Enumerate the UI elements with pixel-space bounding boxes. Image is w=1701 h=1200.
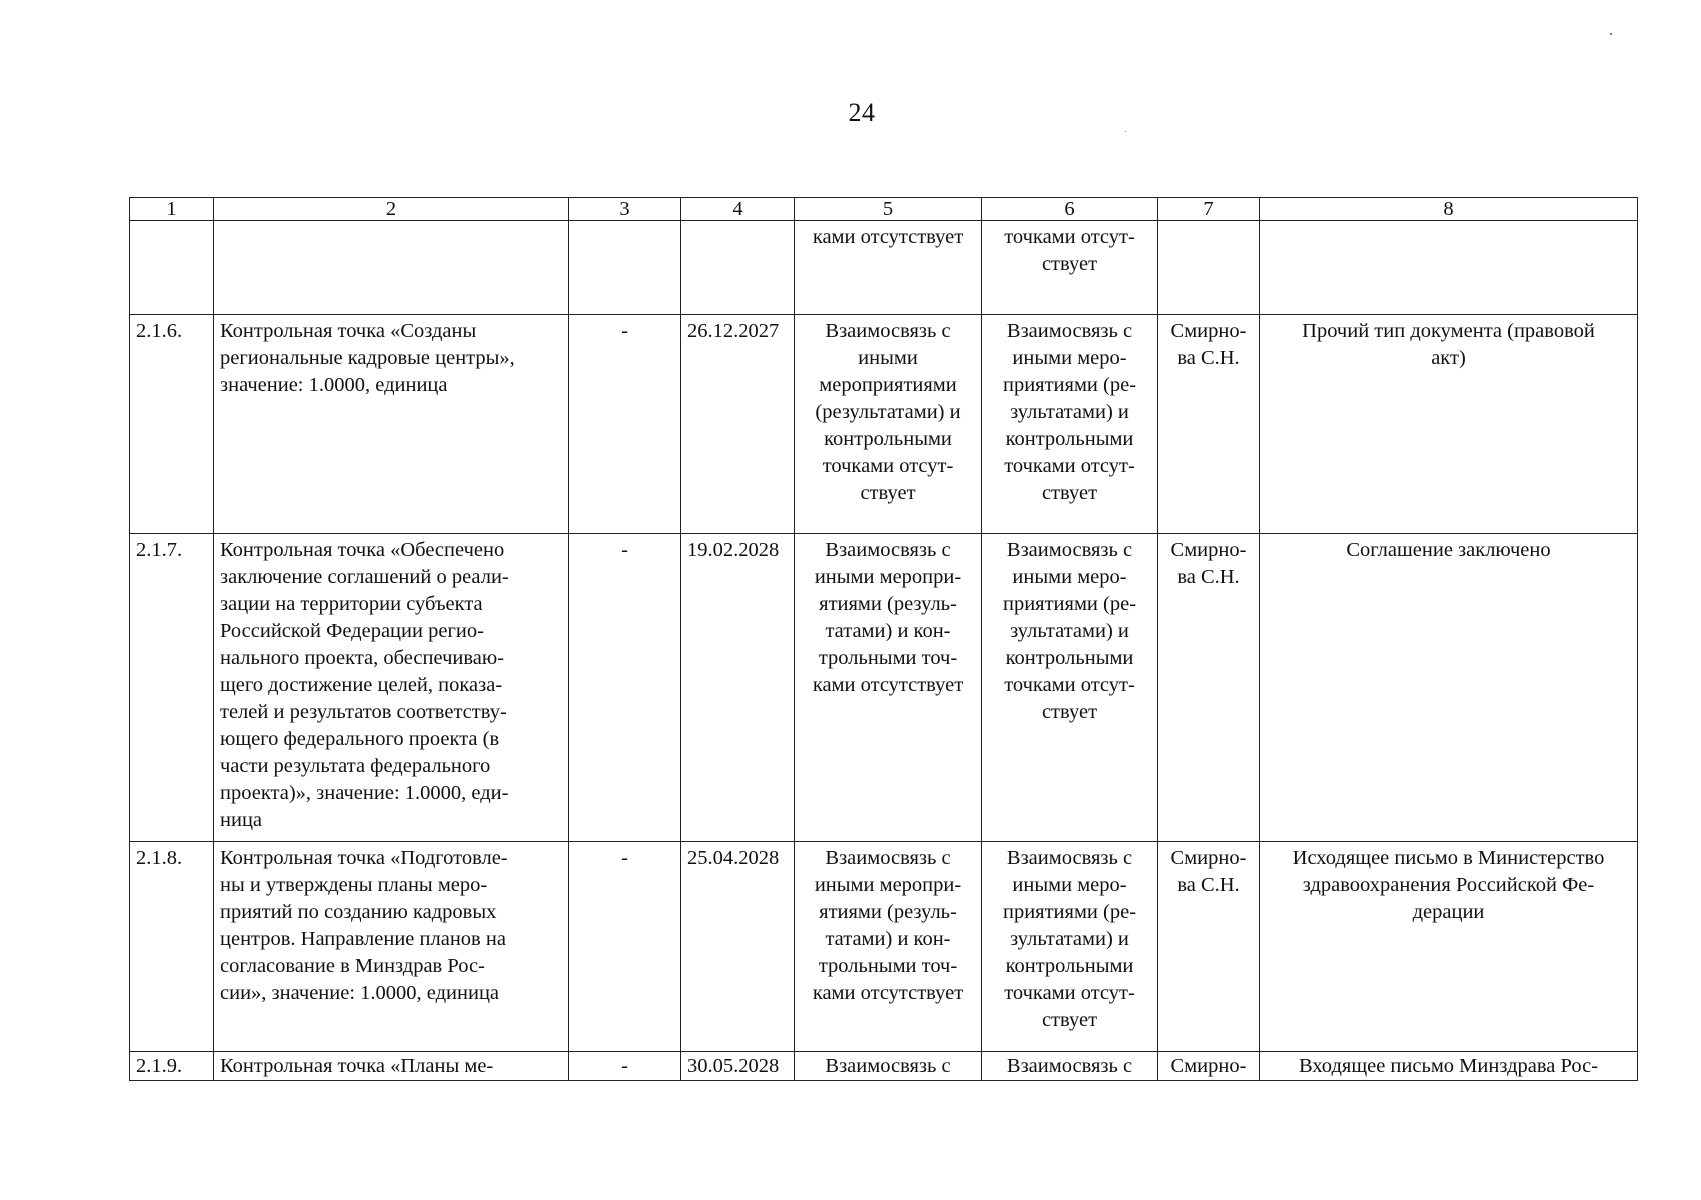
table-row: [130, 315, 1638, 534]
row-number-cell: 2.1.8.: [130, 842, 214, 1052]
cell-text-line: мероприятиями: [819, 374, 957, 396]
document-type-cell: [1260, 842, 1638, 1052]
cell-text-line: ствует: [1041, 1009, 1098, 1031]
cell-text-line: ва С.Н.: [1177, 566, 1240, 588]
cell-text-line: ятиями (резуль-: [819, 593, 957, 615]
cell-text-line: Взаимосвязь с: [825, 847, 951, 869]
cell-text-line: ствует: [1041, 701, 1098, 723]
responsible-cell: [1158, 1052, 1260, 1081]
cell-text-line: ками отсутствует: [812, 674, 964, 696]
activity-table: [129, 197, 1638, 1081]
cell-text-line: точками отсут-: [1004, 226, 1135, 248]
cell-text-line: Российской Федерации регио-: [220, 620, 484, 642]
cell-text-line: Соглашение заключено: [1346, 539, 1551, 561]
cell-text-line: нального проекта, обеспечиваю-: [220, 647, 504, 669]
cell-text-line: контрольными: [824, 428, 952, 450]
cell-text-line: иными меропри-: [814, 566, 962, 588]
relationship-cell-6: [982, 221, 1158, 315]
table-row: [130, 221, 1638, 315]
column-header: 1: [130, 198, 214, 221]
cell-text-line: Смирно-: [1170, 539, 1247, 561]
cell-text-line: приятиями (ре-: [1002, 901, 1137, 923]
cell-text-line: ница: [220, 809, 263, 831]
cell-text-line: точками отсут-: [822, 455, 954, 477]
relationship-cell-5: [795, 842, 982, 1052]
cell-text-line: зультатами) и: [1010, 401, 1129, 423]
activity-name-cell: [214, 1052, 569, 1081]
row-number-cell: 2.1.9.: [130, 1052, 214, 1081]
cell-text-line: татами) и кон-: [825, 928, 951, 950]
table-row: [130, 842, 1638, 1052]
cell-text-line: ствует: [860, 482, 916, 504]
activity-name-cell: [214, 315, 569, 534]
column-header: 5: [795, 198, 982, 221]
column-3-cell: [569, 221, 681, 315]
cell-text-line: значение: 1.0000, единица: [220, 374, 448, 396]
cell-text-line: Взаимосвязь с: [1006, 539, 1133, 561]
cell-text-line: трольными точ-: [818, 647, 958, 669]
cell-text-line: Взаимосвязь с: [825, 539, 951, 561]
cell-text-line: акт): [1431, 347, 1466, 369]
scan-speck: [1610, 33, 1612, 35]
table-row: [130, 534, 1638, 842]
relationship-cell-6: [982, 315, 1158, 534]
cell-text-line: ятиями (резуль-: [819, 901, 957, 923]
cell-text-line: Контрольная точка «Созданы: [220, 320, 477, 342]
column-header: 6: [982, 198, 1158, 221]
activity-name-cell: [214, 221, 569, 315]
cell-text-line: Исходящее письмо в Министерство: [1292, 847, 1605, 869]
cell-text-line: Смирно-: [1170, 320, 1247, 342]
responsible-cell: [1158, 221, 1260, 315]
cell-text-line: татами) и кон-: [825, 620, 951, 642]
column-header: 3: [569, 198, 681, 221]
cell-text-line: Взаимосвязь с: [1006, 320, 1133, 342]
relationship-cell-5: [795, 1052, 982, 1081]
cell-text-line: иными меро-: [1012, 874, 1127, 896]
header-row: [130, 198, 1638, 221]
cell-text-line: приятиями (ре-: [1002, 374, 1137, 396]
scan-speck: [1125, 131, 1126, 132]
cell-text-line: Входящее письмо Минздрава Рос-: [1298, 1055, 1599, 1077]
cell-text-line: контрольными: [1005, 428, 1134, 450]
table-row: [130, 1052, 1638, 1081]
column-header: 7: [1158, 198, 1260, 221]
cell-text-line: телей и результатов соответству-: [220, 701, 507, 723]
cell-text-line: зации на территории субъекта: [220, 593, 483, 615]
relationship-cell-6: [982, 842, 1158, 1052]
deadline-date-cell: [681, 221, 795, 315]
column-header: 8: [1260, 198, 1638, 221]
cell-text-line: иными меро-: [1012, 566, 1127, 588]
cell-text-line: Взаимосвязь с: [1006, 1055, 1133, 1077]
cell-text-line: ва С.Н.: [1177, 347, 1240, 369]
cell-text-line: приятий по созданию кадровых: [220, 901, 497, 923]
document-type-cell: [1260, 1052, 1638, 1081]
document-type-cell: [1260, 534, 1638, 842]
relationship-cell-5: [795, 315, 982, 534]
column-3-cell: -: [569, 315, 681, 534]
cell-text-line: Смирно-: [1170, 847, 1247, 869]
column-3-cell: -: [569, 842, 681, 1052]
cell-text-line: Контрольная точка «Обеспечено: [220, 539, 505, 561]
cell-text-line: иными меропри-: [814, 874, 962, 896]
row-number-cell: 2.1.7.: [130, 534, 214, 842]
cell-text-line: согласование в Минздрав Рос-: [220, 955, 485, 977]
cell-text-line: точками отсут-: [1004, 674, 1135, 696]
document-type-cell: [1260, 221, 1638, 315]
relationship-cell-6: [982, 534, 1158, 842]
deadline-date-cell: 30.05.2028: [681, 1052, 795, 1081]
cell-text-line: иными меро-: [1012, 347, 1127, 369]
row-number-cell: 2.1.6.: [130, 315, 214, 534]
cell-text-line: сии», значение: 1.0000, единица: [220, 982, 500, 1004]
cell-text-line: дерации: [1412, 901, 1485, 923]
relationship-cell-6: [982, 1052, 1158, 1081]
responsible-cell: [1158, 315, 1260, 534]
cell-text-line: ствует: [1041, 253, 1098, 275]
relationship-cell-5: [795, 221, 982, 315]
cell-text-line: ющего федерального проекта (в: [220, 728, 500, 750]
responsible-cell: [1158, 842, 1260, 1052]
column-3-cell: -: [569, 534, 681, 842]
responsible-cell: [1158, 534, 1260, 842]
cell-text-line: Взаимосвязь с: [1006, 847, 1133, 869]
document-type-cell: [1260, 315, 1638, 534]
cell-text-line: ками отсутствует: [812, 982, 964, 1004]
cell-text-line: точками отсут-: [1004, 982, 1135, 1004]
cell-text-line: точками отсут-: [1004, 455, 1135, 477]
cell-text-line: региональные кадровые центры»,: [220, 347, 515, 369]
cell-text-line: трольными точ-: [818, 955, 958, 977]
cell-text-line: части результата федерального: [220, 755, 491, 777]
cell-text-line: Контрольная точка «Планы ме-: [220, 1055, 494, 1077]
column-header: 4: [681, 198, 795, 221]
cell-text-line: щего достижение целей, показа-: [220, 674, 503, 696]
cell-text-line: здравоохранения Российской Фе-: [1302, 874, 1595, 896]
activity-name-cell: [214, 534, 569, 842]
cell-text-line: Контрольная точка «Подготовле-: [220, 847, 508, 869]
column-3-cell: -: [569, 1052, 681, 1081]
cell-text-line: Смирно-: [1170, 1055, 1247, 1077]
cell-text-line: ва С.Н.: [1177, 874, 1240, 896]
cell-text-line: контрольными: [1005, 647, 1134, 669]
deadline-date-cell: 19.02.2028: [681, 534, 795, 842]
cell-text-line: зультатами) и: [1010, 620, 1129, 642]
deadline-date-cell: 25.04.2028: [681, 842, 795, 1052]
cell-text-line: центров. Направление планов на: [220, 928, 506, 950]
activity-name-cell: [214, 842, 569, 1052]
page-number: 24: [848, 98, 876, 127]
deadline-date-cell: 26.12.2027: [681, 315, 795, 534]
cell-text-line: Взаимосвязь с: [825, 320, 951, 342]
cell-text-line: ны и утверждены планы меро-: [220, 874, 488, 896]
row-number-cell: [130, 221, 214, 315]
cell-text-line: контрольными: [1005, 955, 1134, 977]
relationship-cell-5: [795, 534, 982, 842]
cell-text-line: заключение соглашений о реали-: [220, 566, 509, 588]
cell-text-line: проекта)», значение: 1.0000, еди-: [220, 782, 509, 804]
cell-text-line: (результатами) и: [815, 401, 961, 423]
cell-text-line: ствует: [1041, 482, 1098, 504]
cell-text-line: Взаимосвязь с: [825, 1055, 951, 1077]
cell-text-line: Прочий тип документа (правовой: [1302, 320, 1595, 342]
column-header: 2: [214, 198, 569, 221]
cell-text-line: ками отсутствует: [812, 226, 964, 248]
cell-text-line: иными: [858, 347, 918, 369]
cell-text-line: зультатами) и: [1010, 928, 1129, 950]
cell-text-line: приятиями (ре-: [1002, 593, 1137, 615]
